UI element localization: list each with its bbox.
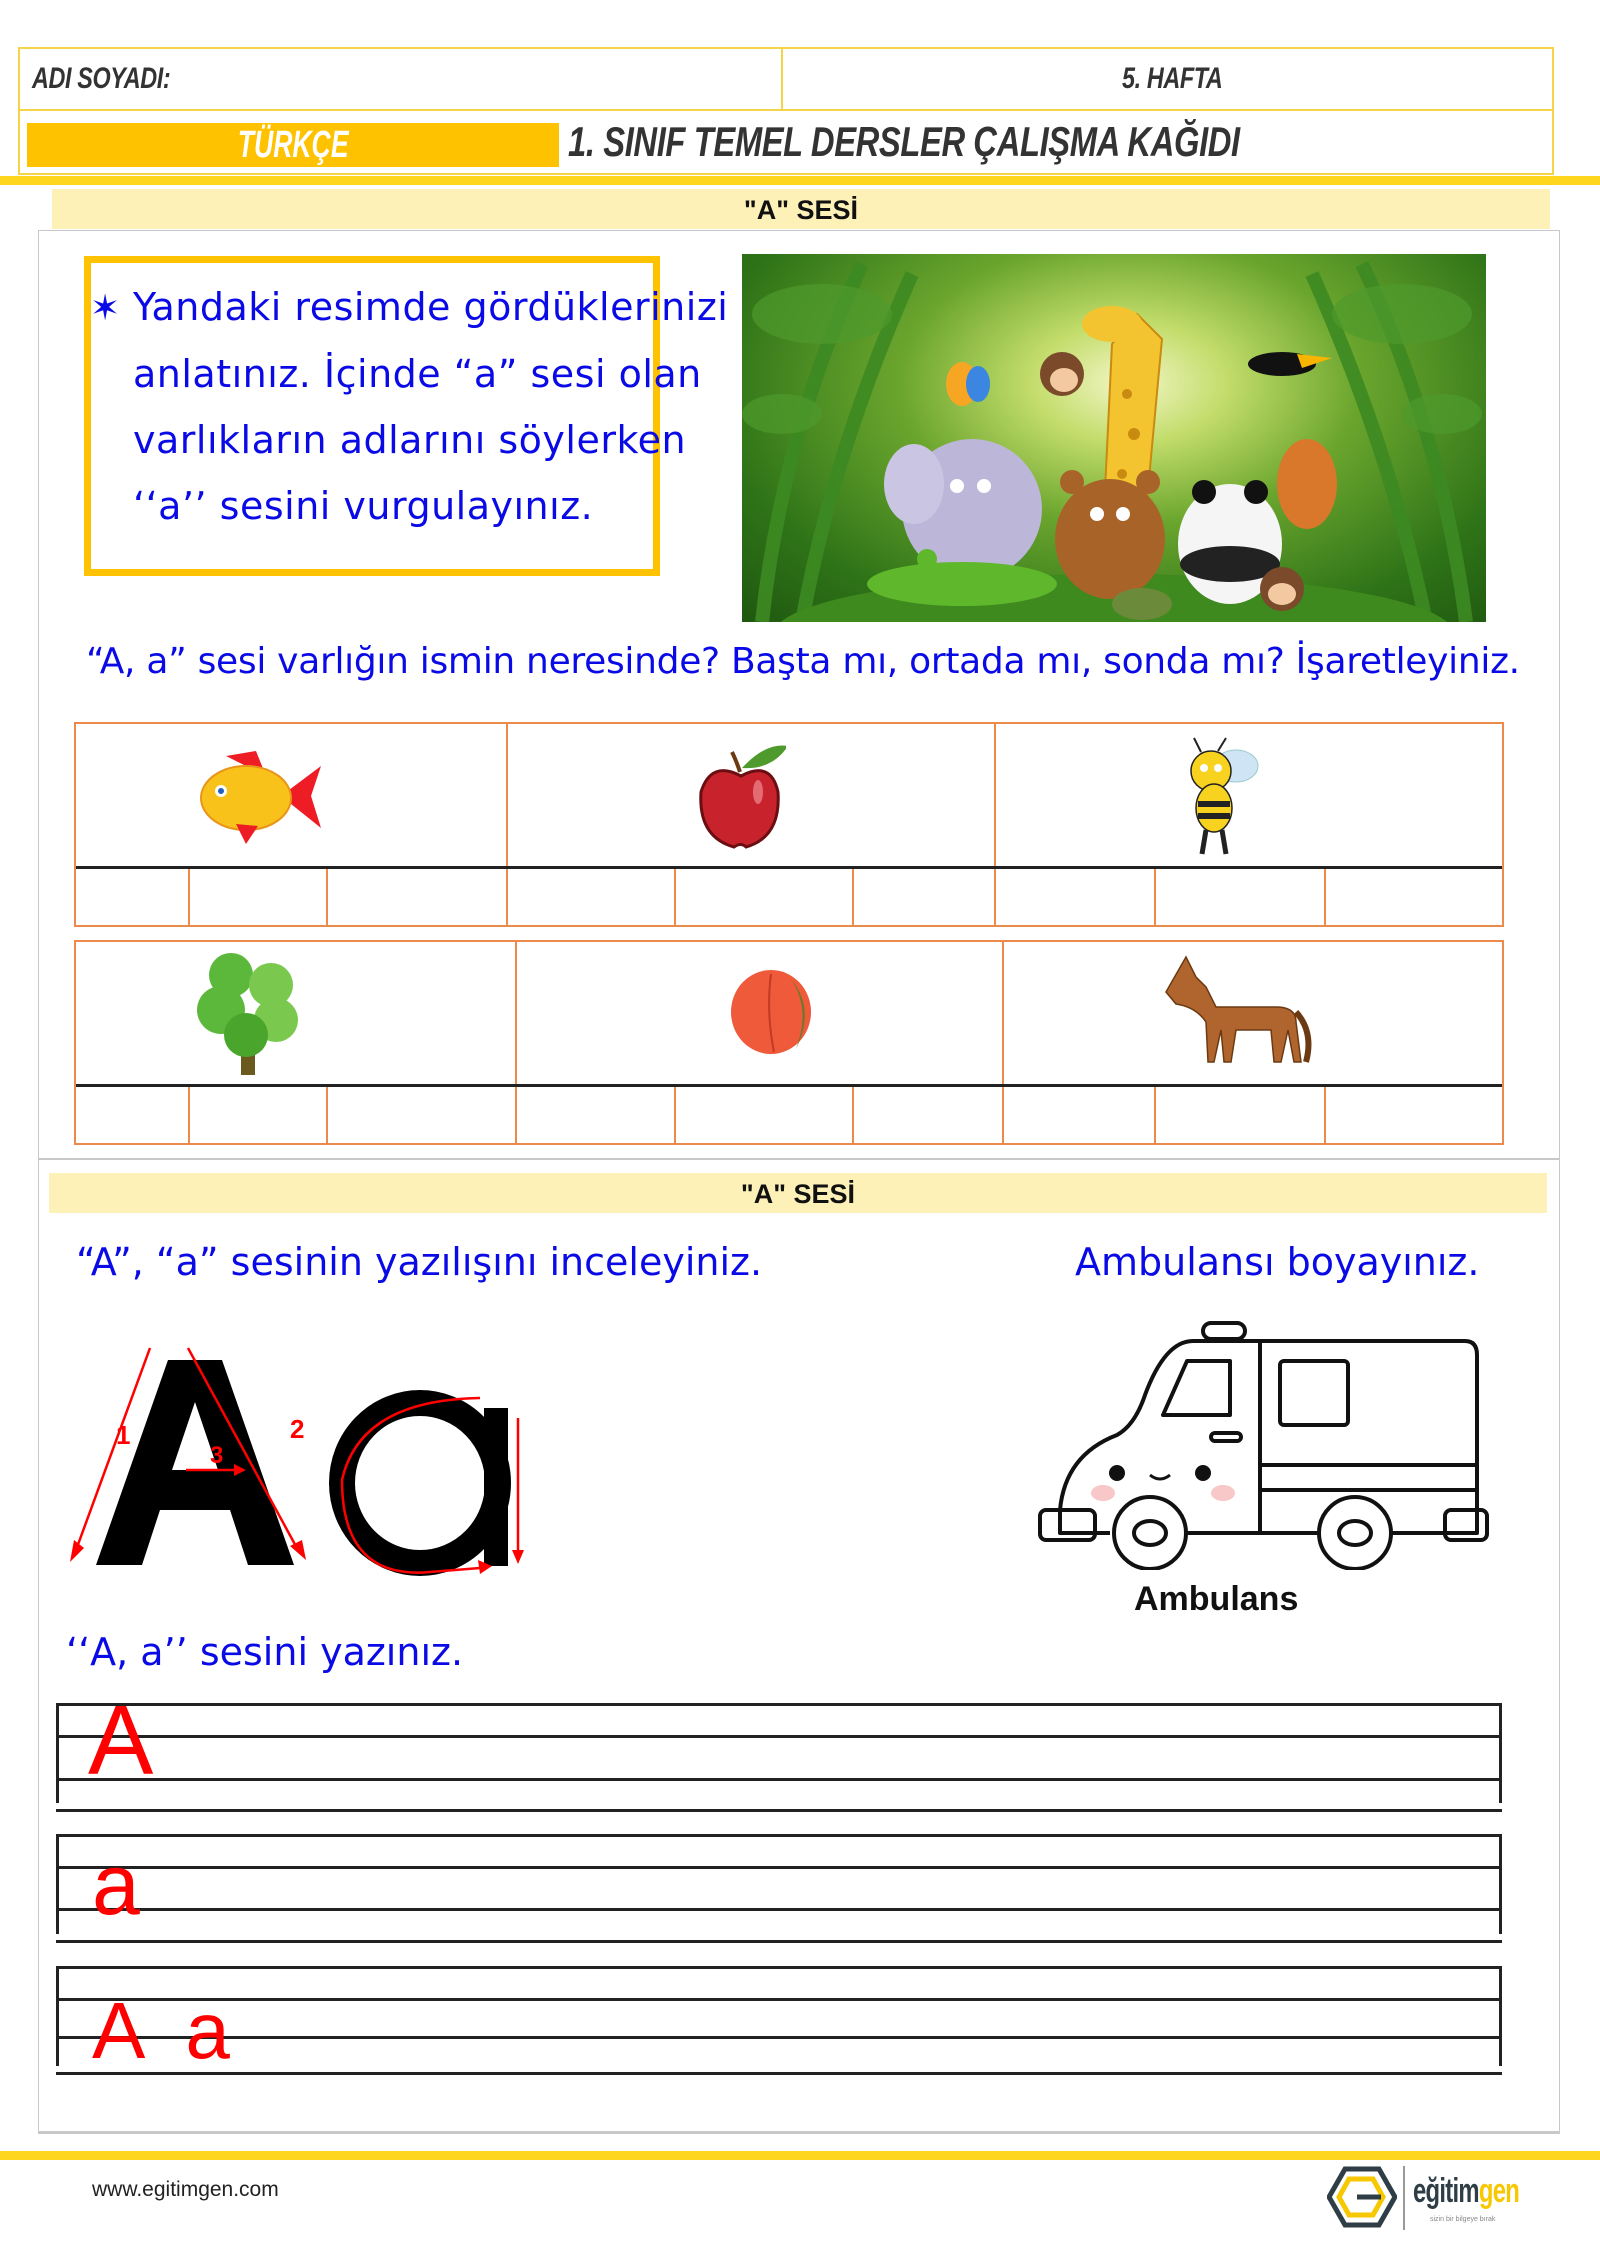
guide-line (56, 1778, 1502, 1781)
worksheet-title: 1. SINIF TEMEL DERSLER ÇALIŞMA KAĞIDI (568, 118, 1240, 165)
apple-icon (696, 742, 786, 852)
grid-divider (326, 869, 328, 925)
instruction-line: anlatınız. İçinde “a” sesi olan (133, 352, 702, 396)
guide-line (56, 1809, 1502, 1812)
brand-text-accent: gen (1478, 2172, 1520, 2210)
grid-baseline (76, 866, 1502, 869)
guide-line (56, 1998, 1502, 2001)
brand-text-dark: eğitim (1413, 2172, 1479, 2210)
guide-edge (1499, 1834, 1502, 1934)
subject-label (27, 123, 559, 167)
guide-edge (56, 1703, 59, 1803)
guide-line (56, 1703, 1502, 1706)
write-instruction: ‘‘A, a’’ sesini yazınız. (66, 1630, 464, 1674)
grid-baseline (76, 1084, 1502, 1087)
brand-logo[interactable] (1413, 2172, 1519, 2211)
picture-grid-row-2 (74, 940, 1504, 1145)
guide-edge (1499, 1703, 1502, 1803)
grid-divider (674, 869, 676, 925)
subject-text: TÜRKÇE (237, 124, 349, 166)
instruction-line: ‘‘a’’ sesini vurgulayınız. (133, 484, 594, 528)
letter-stroke-diagram (60, 1340, 560, 1620)
guide-line (56, 2072, 1502, 2075)
section2-band-title: "A" SESİ (49, 1173, 1547, 1213)
guide-line (56, 1735, 1502, 1738)
ambulance-coloring-image (1025, 1315, 1495, 1570)
footer-rule (0, 2151, 1600, 2160)
grid-divider (515, 942, 517, 1143)
sample-letter: A (88, 1685, 154, 1795)
brand-tagline: sizin bir bilgeye bırak (1430, 2216, 1496, 2223)
jungle-illustration-icon (742, 254, 1486, 622)
name-label: ADI SOYADI: (32, 62, 171, 95)
week-label: 5. HAFTA (1122, 62, 1223, 95)
grid-divider (188, 869, 190, 925)
horse-icon (1156, 952, 1316, 1072)
logo-divider (1403, 2166, 1405, 2230)
ambulance-label: Ambulans (1134, 1580, 1299, 1618)
grid-divider (1002, 942, 1004, 1143)
tree-icon (186, 950, 316, 1075)
color-instruction: Ambulansı boyayınız. (1075, 1240, 1480, 1284)
peach-icon (716, 964, 826, 1059)
grid-divider (852, 869, 854, 925)
header-divider (781, 47, 783, 111)
grid-divider (506, 724, 508, 925)
guide-edge (1499, 1966, 1502, 2066)
writing-row-2[interactable] (56, 1834, 1502, 1942)
stroke-order-illustration-icon (60, 1340, 560, 1620)
grid-divider (326, 1087, 328, 1143)
instruction-line: varlıkların adlarını söylerken (133, 418, 687, 462)
guide-edge (56, 1834, 59, 1934)
picture-grid-row-1 (74, 722, 1504, 927)
grid-divider (674, 1087, 676, 1143)
section1-band-title: "A" SESİ (52, 189, 1550, 229)
grid-divider (852, 1087, 854, 1143)
sample-letter: a (92, 1837, 140, 1933)
grid-divider (1154, 1087, 1156, 1143)
grid-divider (188, 1087, 190, 1143)
sample-letters: A a (92, 1986, 230, 2075)
grid-divider (1154, 869, 1156, 925)
guide-line (56, 1866, 1502, 1869)
fish-icon (186, 746, 326, 846)
guide-line (56, 1908, 1502, 1911)
stroke-number: 1 (116, 1420, 131, 1450)
stroke-number: 3 (210, 1442, 224, 1469)
examine-instruction: “A”, “a” sesinin yazılışını inceleyiniz. (76, 1240, 763, 1284)
writing-row-3[interactable] (56, 1966, 1502, 2074)
guide-line (56, 1966, 1502, 1969)
bee-icon (1156, 736, 1276, 861)
ambulance-icon (1025, 1315, 1495, 1570)
instruction-line: Yandaki resimde gördüklerinizi (133, 285, 729, 329)
position-question: “A, a” sesi varlığın ismin neresinde? Başta mı, ortada mı, sonda mı? İşaretleyiniz. (86, 641, 1520, 682)
grid-divider (1324, 869, 1326, 925)
guide-edge (56, 1966, 59, 2066)
stroke-number: 2 (290, 1414, 305, 1444)
guide-line (56, 1834, 1502, 1837)
header-row-name (18, 47, 1554, 111)
writing-row-1[interactable] (56, 1685, 1502, 1811)
jungle-animals-image (742, 254, 1486, 622)
hexagon-logo-icon (1327, 2165, 1397, 2233)
header-rule (0, 176, 1600, 185)
guide-line (56, 1940, 1502, 1943)
star-icon: ✶ (90, 288, 121, 329)
grid-divider (1324, 1087, 1326, 1143)
website-link[interactable]: www.egitimgen.com (92, 2178, 279, 2201)
grid-divider (994, 724, 996, 925)
guide-line (56, 2036, 1502, 2039)
